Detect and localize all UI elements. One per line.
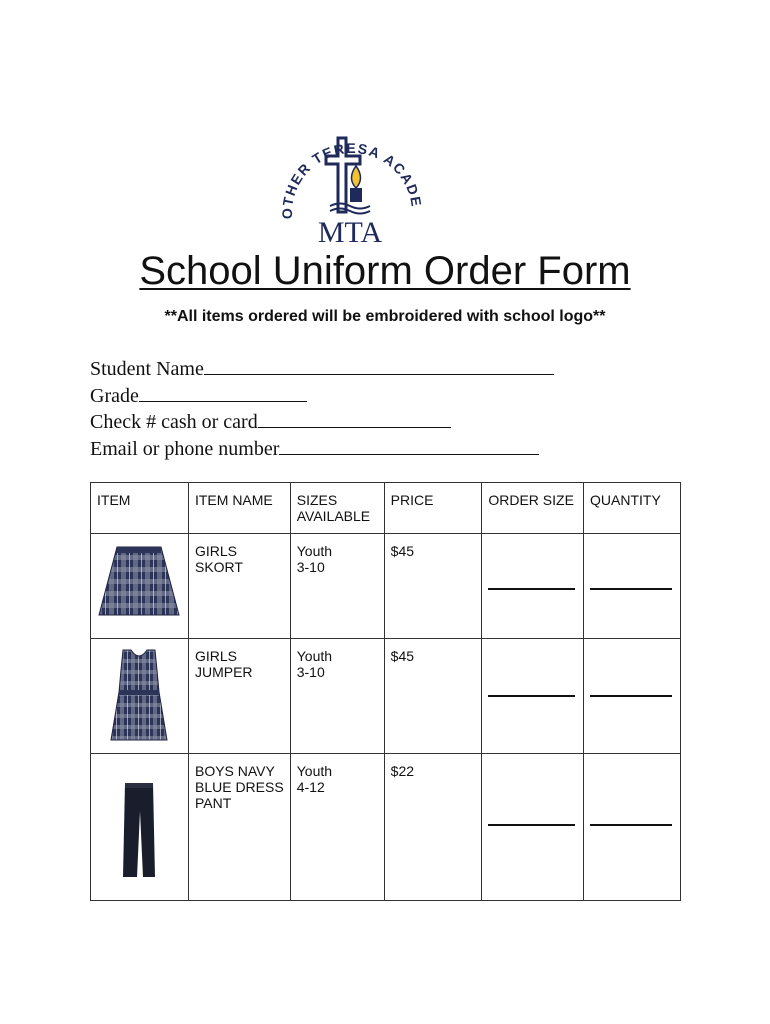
flame-icon [352, 166, 361, 188]
item-price: $45 [384, 639, 482, 754]
item-name: BOYS NAVY BLUE DRESS PANT [188, 754, 290, 901]
header-item: ITEM [91, 483, 189, 534]
header-price: PRICE [384, 483, 482, 534]
item-price: $45 [384, 534, 482, 639]
student-name-input[interactable] [204, 356, 554, 375]
header-order-size: ORDER SIZE [482, 483, 584, 534]
contact-field [90, 436, 554, 463]
school-logo [270, 108, 430, 248]
grade-input[interactable] [139, 383, 307, 402]
table-row [91, 754, 681, 901]
embroidery-note: **All items ordered will be embroidered with school logo** [164, 308, 606, 325]
item-name: GIRLS JUMPER [188, 639, 290, 754]
item-sizes: Youth 3-10 [290, 534, 384, 639]
student-name-field [90, 356, 554, 383]
student-name-label: Student Name [90, 358, 204, 380]
contact-input[interactable] [279, 436, 539, 455]
item-name: GIRLS SKORT [188, 534, 290, 639]
student-info-fields [90, 356, 554, 462]
payment-input[interactable] [258, 409, 451, 428]
navy-pant-image [119, 769, 159, 889]
uniform-order-table [90, 482, 681, 901]
item-image-cell [91, 534, 189, 639]
item-sizes: Youth 4-12 [290, 754, 384, 901]
grade-label: Grade [90, 384, 139, 407]
logo-arc-text: OTHER TERESA ACADE [278, 139, 425, 220]
payment-label: Check # cash or card [90, 411, 258, 433]
page-title: School Uniform Order Form [139, 249, 631, 293]
table-row [91, 534, 681, 639]
order-size-cell[interactable] [482, 754, 584, 901]
item-sizes: Youth 3-10 [290, 639, 384, 754]
header-item-name: ITEM NAME [188, 483, 290, 534]
item-price: $22 [384, 754, 482, 901]
plaid-jumper-image [109, 648, 169, 744]
order-size-cell[interactable] [482, 639, 584, 754]
logo-initials: MTA [317, 216, 383, 248]
quantity-cell[interactable] [584, 754, 681, 901]
plaid-skort-image [97, 543, 181, 623]
grade-field [90, 383, 554, 410]
header-sizes: SIZES AVAILABLE [290, 483, 384, 534]
contact-label: Email or phone number [90, 437, 280, 460]
item-image-cell [91, 754, 189, 901]
table-row [91, 639, 681, 754]
header-quantity: QUANTITY [584, 483, 681, 534]
order-size-cell[interactable] [482, 534, 584, 639]
table-header-row [91, 483, 681, 534]
item-image-cell [91, 639, 189, 754]
quantity-cell[interactable] [584, 534, 681, 639]
payment-field [90, 409, 554, 436]
quantity-cell[interactable] [584, 639, 681, 754]
